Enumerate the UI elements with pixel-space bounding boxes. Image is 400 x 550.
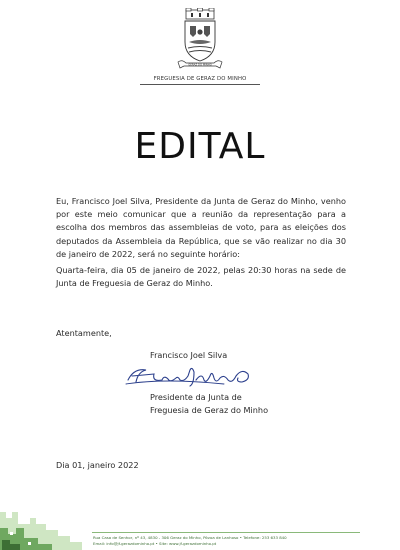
footer-contacts: Email: info@jf-gerazdominho.pt • Site: www.jf-gerazdominho.pt (93, 541, 217, 546)
footer-divider (92, 532, 360, 533)
signatory-role-line-1: Presidente da Junta de (150, 392, 242, 402)
crest-scroll-text: GERAZ DO MINHO (188, 63, 212, 67)
footer-address: Rua Casa de Senhor, nº 43, 4830 - 306 Geraz do Minho, Póvoa de Lanhoso • Telefone: 253 633 840 (93, 535, 287, 540)
parish-name: FREGUESIA DE GERAZ DO MINHO (153, 76, 247, 82)
footer-castle-decoration-icon (0, 498, 92, 550)
signatory-name: Francisco Joel Silva (150, 350, 228, 360)
header-divider (140, 84, 260, 85)
handwritten-signature (124, 362, 256, 390)
closing-salutation: Atentamente, (56, 328, 112, 338)
document-date: Dia 01, janeiro 2022 (56, 460, 139, 470)
body-paragraph-1: Eu, Francisco Joel Silva, Presidente da Junta de Geraz do Minho, venho por este meio comunicar que a reunião da representação para a escolha dos membros das assembleias de voto, para as eleições dos deputados da Assembleia da República, que se vão realizar no dia 30 de janeiro de 2022, será no seguinte horário: (56, 196, 346, 259)
body-paragraph-2: Quarta-feira, dia 05 de janeiro de 2022, pelas 20:30 horas na sede de Junta de Freguesia de Geraz do Minho. (56, 265, 346, 289)
coat-of-arms-icon (172, 8, 228, 74)
signatory-role-line-2: Freguesia de Geraz do Minho (150, 405, 269, 415)
document-title: EDITAL (134, 126, 266, 167)
